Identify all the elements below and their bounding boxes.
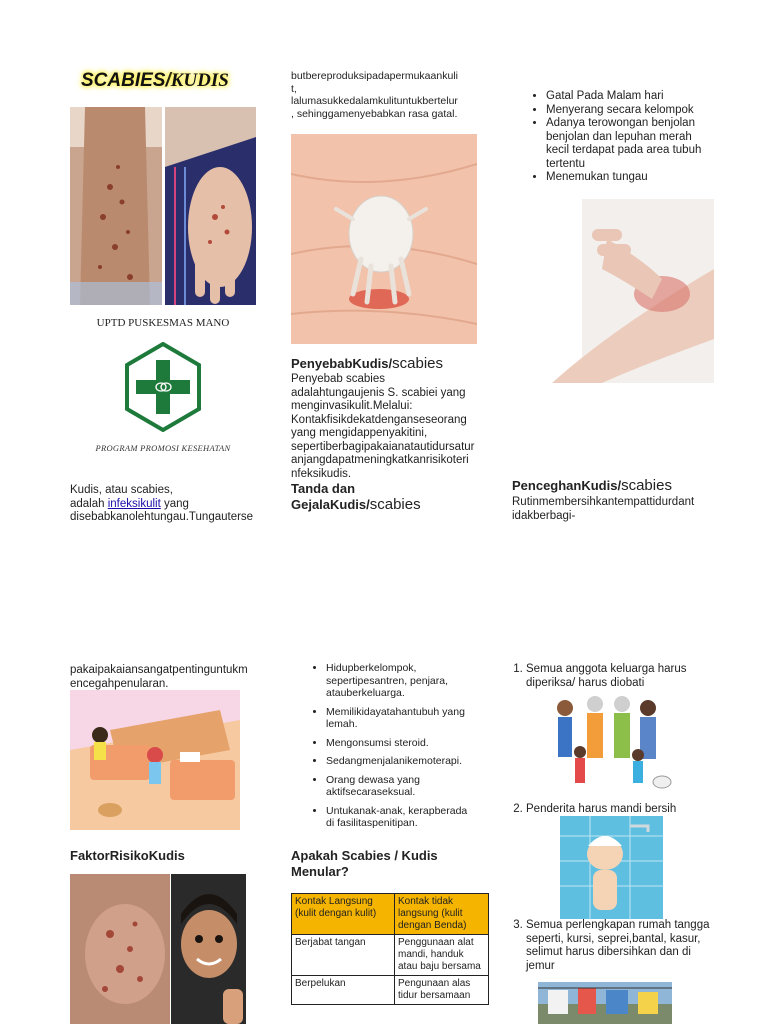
list-item: • Orang dewasa yang aktifsecaraseksual.	[326, 774, 478, 799]
photo-scabies-arm	[70, 107, 162, 305]
step-1	[512, 663, 712, 690]
table-header-cell: Kontak tidak langsung (kulit dengan Benda)	[395, 894, 489, 935]
symptom-list	[512, 90, 712, 185]
step-2	[512, 803, 712, 817]
table-row	[292, 976, 489, 1005]
puskesmas-name: UPTD PUSKESMAS MANO	[96, 317, 230, 329]
photo-mite	[291, 134, 477, 344]
list-item: 1. Semua anggota keluarga harus diperiksa/ harus diobati	[526, 663, 712, 690]
photo-drying-laundry	[538, 982, 672, 1024]
puskesmas-logo	[125, 342, 201, 432]
photo-child	[171, 874, 246, 1024]
table-header-row	[292, 894, 489, 935]
table-cell: Berjabat tangan	[292, 935, 395, 976]
list-item: • Adanya terowongan benjolan benjolan dan lepuhan merah kecil terdapat pada area tubuh tertentu	[546, 117, 712, 171]
title-scabies: SCABIES/	[81, 70, 171, 91]
list-item: • Menemukan tungau	[546, 171, 712, 185]
photo-itching-arm	[512, 199, 714, 383]
illustration-kids-room	[70, 690, 240, 830]
list-item: 2. Penderita harus mandi bersih	[526, 803, 712, 817]
list-item: • Menyerang secara kelompok	[546, 104, 712, 118]
brochure-title	[81, 70, 229, 92]
intro-line: disebabkanolehtungau.Tungauterse	[70, 511, 254, 523]
list-item: 3. Semua perlengkapan rumah tangga seperti, kursi, seprei,bantal, kasur, selimut harus dibersihkan dan di jemur	[526, 919, 712, 973]
list-item: • Memilikidayatahantubuh yang lemah.	[326, 706, 478, 731]
program-label: PROGRAM PROMOSI KESEHATAN	[95, 443, 231, 453]
cause-paragraph: Penyebab scabies adalahtungaujenis S. scabiei yang menginvasikulit.Melalui: Kontakfisikdekatdenganseseorang yang mengidappenyakitini, sepertiberbagipakaianatautidursatur anjangdapatmeningkatkanrisikoteri nfeksikudis.	[291, 373, 475, 480]
table-header-cell: Kontak Langsung (kulit dengan kulit)	[292, 894, 395, 935]
prevent-paragraph: Rutinmembersihkantempattidurdant idakberbagi-	[512, 496, 695, 522]
step-3	[512, 919, 712, 973]
intro-continuation: butbereproduksipadapermukaankuli t, lalumasukkedalamkulituntukbertelur , sehinggamenyebabkan rasa gatal.	[291, 70, 458, 120]
infeksikulit-link[interactable]: infeksikulit	[107, 497, 161, 510]
symptom-heading: Tanda dan GejalaKudis/scabies	[291, 481, 421, 513]
table-cell: Berpelukan	[292, 976, 395, 1005]
list-item: • Gatal Pada Malam hari	[546, 90, 712, 104]
photo-scabies-hand	[165, 107, 256, 305]
photo-scabies-skin	[70, 874, 170, 1024]
table-cell: Pengunaan alas tidur bersamaan	[395, 976, 489, 1005]
list-item: • Untukanak-anak, kerapberada di fasilitaspenitipan.	[326, 805, 478, 830]
table-cell: Penggunaan alat mandi, handuk atau baju bersama	[395, 935, 489, 976]
intro-paragraph	[70, 484, 270, 525]
illustration-shower	[560, 816, 663, 919]
prevent-continuation: pakaipakaiansangatpentinguntukm encegahpenularan.	[70, 664, 248, 690]
contagious-heading: Apakah Scabies / Kudis Menular?	[291, 848, 438, 879]
transmission-table	[291, 893, 489, 1005]
cause-heading: PenyebabKudis/scabies	[291, 355, 443, 372]
risk-heading: FaktorRisikoKudis	[70, 848, 185, 863]
intro-line: Kudis, atau scabies,	[70, 484, 173, 496]
list-item: • Mengonsumsi steroid.	[326, 737, 478, 750]
intro-line: adalah infeksikulit yang	[70, 497, 189, 510]
list-item: • Sedangmenjalanikemoterapi.	[326, 755, 478, 768]
prevent-heading: PenceghanKudis/scabies	[512, 477, 672, 494]
list-item: • Hidupberkelompok, sepertipesantren, penjara, atauberkeluarga.	[326, 662, 478, 700]
risk-factor-list	[298, 662, 478, 836]
title-kudis: KUDIS	[170, 70, 229, 91]
illustration-family	[550, 690, 674, 798]
table-row	[292, 935, 489, 976]
